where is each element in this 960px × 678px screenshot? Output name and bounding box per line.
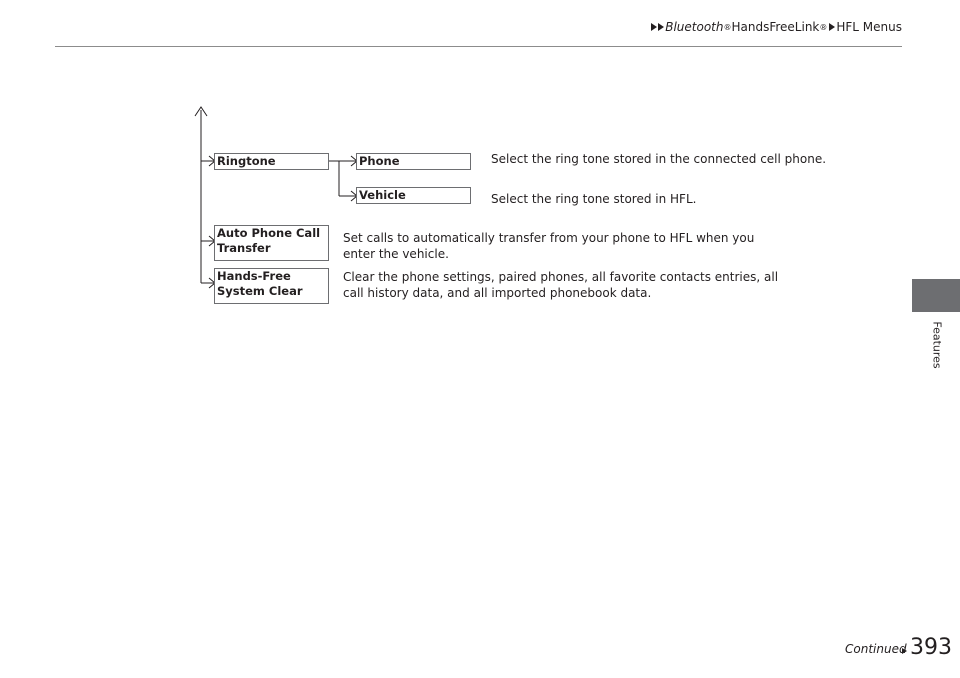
menu-vehicle [356,187,471,204]
menu-phone [356,153,471,170]
system-clear-desc-line2: call history data, and all imported phonebook data. [343,286,652,300]
menu-vehicle-label: Vehicle [359,188,406,202]
auto-transfer-desc-line2: enter the vehicle. [343,247,449,261]
continued-arrow-icon [902,648,907,654]
breadcrumb-bluetooth: Bluetooth [665,20,724,34]
menu-phone-label: Phone [359,154,400,168]
page-number: 393 [910,635,952,660]
system-clear-desc-line1: Clear the phone settings, paired phones, all favorite contacts entries, all [343,270,779,284]
breadcrumb-handsfreelink: HandsFreeLink [731,20,820,34]
breadcrumb-hfl-menus: HFL Menus [836,20,902,34]
menu-ringtone [214,153,329,170]
menu-system-clear-line2: System Clear [217,284,303,298]
vehicle-description: Select the ring tone stored in HFL. [491,192,697,206]
menu-auto-phone-call-transfer [214,225,329,261]
menu-hands-free-system-clear [214,268,329,304]
system-clear-description [343,269,778,301]
registered-mark: ® [723,22,732,32]
registered-mark: ® [819,22,828,32]
auto-transfer-desc-line1: Set calls to automatically transfer from your phone to HFL when you [343,231,755,245]
menu-auto-transfer-line2: Transfer [217,241,271,255]
auto-transfer-description [343,230,754,262]
menu-system-clear-line1: Hands-Free [217,269,291,283]
phone-description: Select the ring tone stored in the connected cell phone. [491,152,827,166]
menu-auto-transfer-line1: Auto Phone Call [217,226,321,240]
menu-ringtone-label: Ringtone [217,154,276,168]
continued-label: Continued [845,642,907,656]
section-tab-label: Features [930,321,944,369]
